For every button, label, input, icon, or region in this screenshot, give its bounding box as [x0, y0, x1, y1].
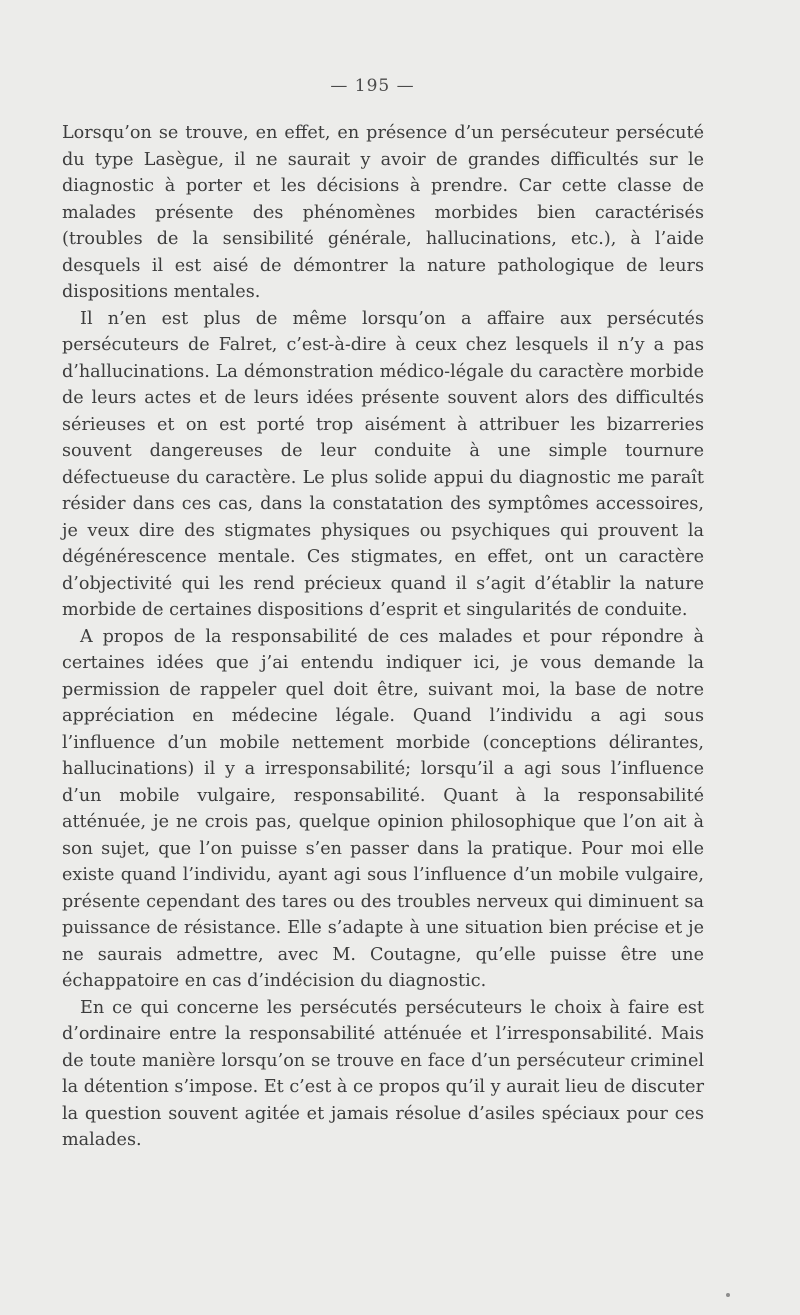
paragraph-3: A propos de la responsabilité de ces malades et pour répondre à certaines idées que j’ai entendu indiquer ici, je vous demande la permission de rappeler quel doit être, suivant moi, la base de notre appréciation en médecine légale. Quand l’individu a agi sous l’influence d’un mobile nettement morbide (conceptions délirantes, hallucinations) il y a irresponsabilité; lorsqu’il a agi sous l’influence d’un mobile vulgaire, responsabilité. Quant à la responsabilité atténuée, je ne crois pas, quelque opinion philosophique que l’on ait à son sujet, que l’on puisse s’en passer dans la pratique. Pour moi elle existe quand l’individu, ayant agi sous l’influence d’un mobile vulgaire, présente cependant des tares ou des troubles nerveux qui diminuent sa puissance de résistance. Elle s’adapte à une situation bien précise et je ne saurais admettre, avec M. Coutagne, qu’elle puisse être une échappatoire en cas d’indécision du diagnostic.: [62, 626, 704, 991]
body-text: [62, 120, 704, 1154]
paragraph-4: En ce qui concerne les persécutés persécuteurs le choix à faire est d’ordinaire entre la responsabilité atténuée et l’irresponsabilité. Mais de toute manière lorsqu’on se trouve en face d’un persécuteur criminel la détention s’impose. Et c’est à ce propos qu’il y aurait lieu de discuter la question souvent agitée et jamais résolue d’asiles spéciaux pour ces malades.: [62, 997, 704, 1150]
paragraph-1: Lorsqu’on se trouve, en effet, en présence d’un persécuteur persécuté du type Lasègue, il ne saurait y avoir de grandes difficultés sur le diagnostic à porter et les décisions à prendre. Car cette classe de malades présente des phénomènes morbides bien caractérisés (troubles de la sensibilité générale, hallucinations, etc.), à l’aide desquels il est aisé de démontrer la nature pathologique de leurs dispositions mentales.: [62, 123, 704, 302]
paper-speck: [726, 1293, 730, 1297]
paragraph-2: Il n’en est plus de même lorsqu’on a affaire aux persécutés persécuteurs de Falret, c’est-à-dire à ceux chez lesquels il n’y a pas d’hallucinations. La démonstration médico-légale du caractère morbide de leurs actes et de leurs idées présente souvent alors des difficultés sérieuses et on est porté trop aisément à attribuer les bizarreries souvent dangereuses de leur conduite à une simple tournure défectueuse du caractère. Le plus solide appui du diagnostic me paraît résider dans ces cas, dans la constatation des symptômes accessoires, je veux dire des stigmates physiques ou psychiques qui prouvent la dégénérescence mentale. Ces stigmates, en effet, ont un caractère d’objectivité qui les rend précieux quand il s’agit d’établir la nature morbide de certaines dispositions d’esprit et singularités de conduite.: [62, 308, 704, 620]
page-number: — 195 —: [330, 76, 415, 96]
